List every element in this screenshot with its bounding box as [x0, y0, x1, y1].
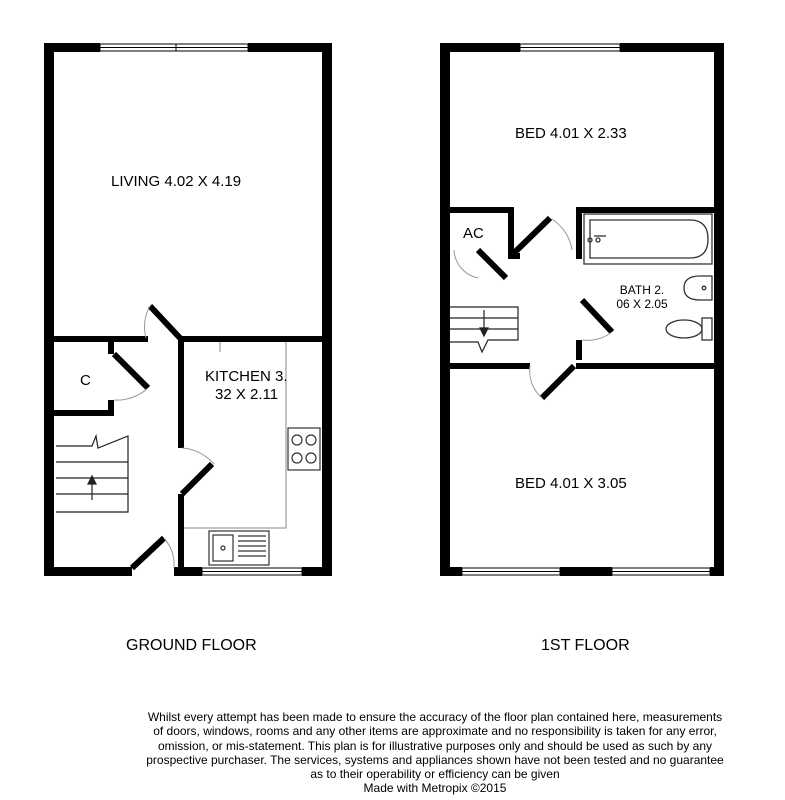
bathtub-icon	[584, 214, 712, 264]
gf-wall-left	[44, 43, 54, 576]
ff-door-leaves	[478, 218, 612, 398]
disclaimer-line: prospective purchaser. The services, systems and appliances shown have not been tested and no guarantee	[146, 752, 724, 767]
gf-windows	[100, 44, 302, 575]
gf-wall-living-left	[54, 336, 148, 342]
gf-wall-cupboard-right-top	[108, 342, 114, 354]
gf-wall-kitchen-left-bot	[178, 494, 184, 570]
ff-wall-bottom-right	[710, 567, 724, 576]
ff-wall-bath-left-bot	[576, 340, 582, 360]
disclaimer-line: Whilst every attempt has been made to ensure the accuracy of the floor plan contained here, measurements	[147, 710, 723, 724]
first-floor-plan	[440, 43, 724, 576]
gf-wall-top-right	[248, 43, 332, 52]
ff-wall-bed1-bottom-right	[576, 207, 716, 213]
disclaimer-text	[122, 710, 748, 796]
room-label-cupboard: C	[80, 372, 91, 389]
gf-wall-right	[322, 43, 332, 576]
ff-windows	[462, 44, 710, 575]
ff-wall-bed2-top-right	[576, 363, 716, 369]
ff-stairs-icon	[450, 307, 518, 352]
ground-floor-caption: GROUND FLOOR	[126, 637, 257, 654]
first-floor-caption: 1ST FLOOR	[541, 637, 630, 654]
basin-icon	[684, 276, 712, 300]
gf-wall-bottom-left	[44, 567, 132, 576]
gf-wall-cupboard-right-bot	[108, 400, 114, 416]
ff-wall-left	[440, 43, 450, 576]
ff-wall-bed1-bottom-left	[450, 207, 514, 213]
gf-wall-kitchen-left-top	[178, 342, 184, 448]
room-label-airing-cupboard: AC	[463, 225, 484, 242]
gf-wall-living-right	[178, 336, 326, 342]
ff-wall-top-left	[440, 43, 520, 52]
disclaimer-line: omission, or mis-statement. This plan is for illustrative purposes only and should be used as such by any	[157, 738, 713, 753]
ff-wall-ac-bottom	[508, 253, 520, 259]
disclaimer-line: as to their operability or efficiency can be given	[310, 767, 560, 782]
room-label-bed-bottom: BED 4.01 X 3.05	[515, 475, 627, 492]
room-label-bath-line2: 06 X 2.05	[616, 297, 668, 311]
sink-icon	[209, 531, 269, 565]
gf-door-leaves	[114, 306, 212, 568]
room-label-kitchen-line2: 32 X 2.11	[215, 386, 279, 403]
gf-stairs-icon	[56, 436, 128, 512]
hob-icon	[288, 428, 320, 470]
toilet-icon	[666, 318, 712, 340]
ff-wall-right	[714, 43, 724, 576]
ground-floor-plan	[44, 43, 332, 576]
room-label-bed-top: BED 4.01 X 2.33	[515, 125, 627, 142]
gf-wall-cupboard-bottom	[54, 410, 114, 416]
room-label-bath-line1: BATH 2.	[619, 283, 665, 297]
ff-wall-bottom-mid	[560, 567, 612, 576]
disclaimer-line: of doors, windows, rooms and any other items are approximate and no responsibility is taken for any error,	[153, 724, 717, 739]
room-label-living: LIVING 4.02 X 4.19	[111, 173, 242, 190]
gf-wall-bottom-right	[302, 567, 332, 576]
gf-door-swings	[114, 306, 214, 568]
ff-wall-top-right	[620, 43, 724, 52]
credit-line: Made with Metropix ©2015	[363, 781, 507, 796]
ff-wall-bed2-top-left	[450, 363, 530, 369]
room-label-kitchen-line1: KITCHEN 3.	[205, 368, 288, 385]
ff-wall-bottom-left	[440, 567, 462, 576]
ff-wall-bath-left-top	[576, 207, 582, 259]
